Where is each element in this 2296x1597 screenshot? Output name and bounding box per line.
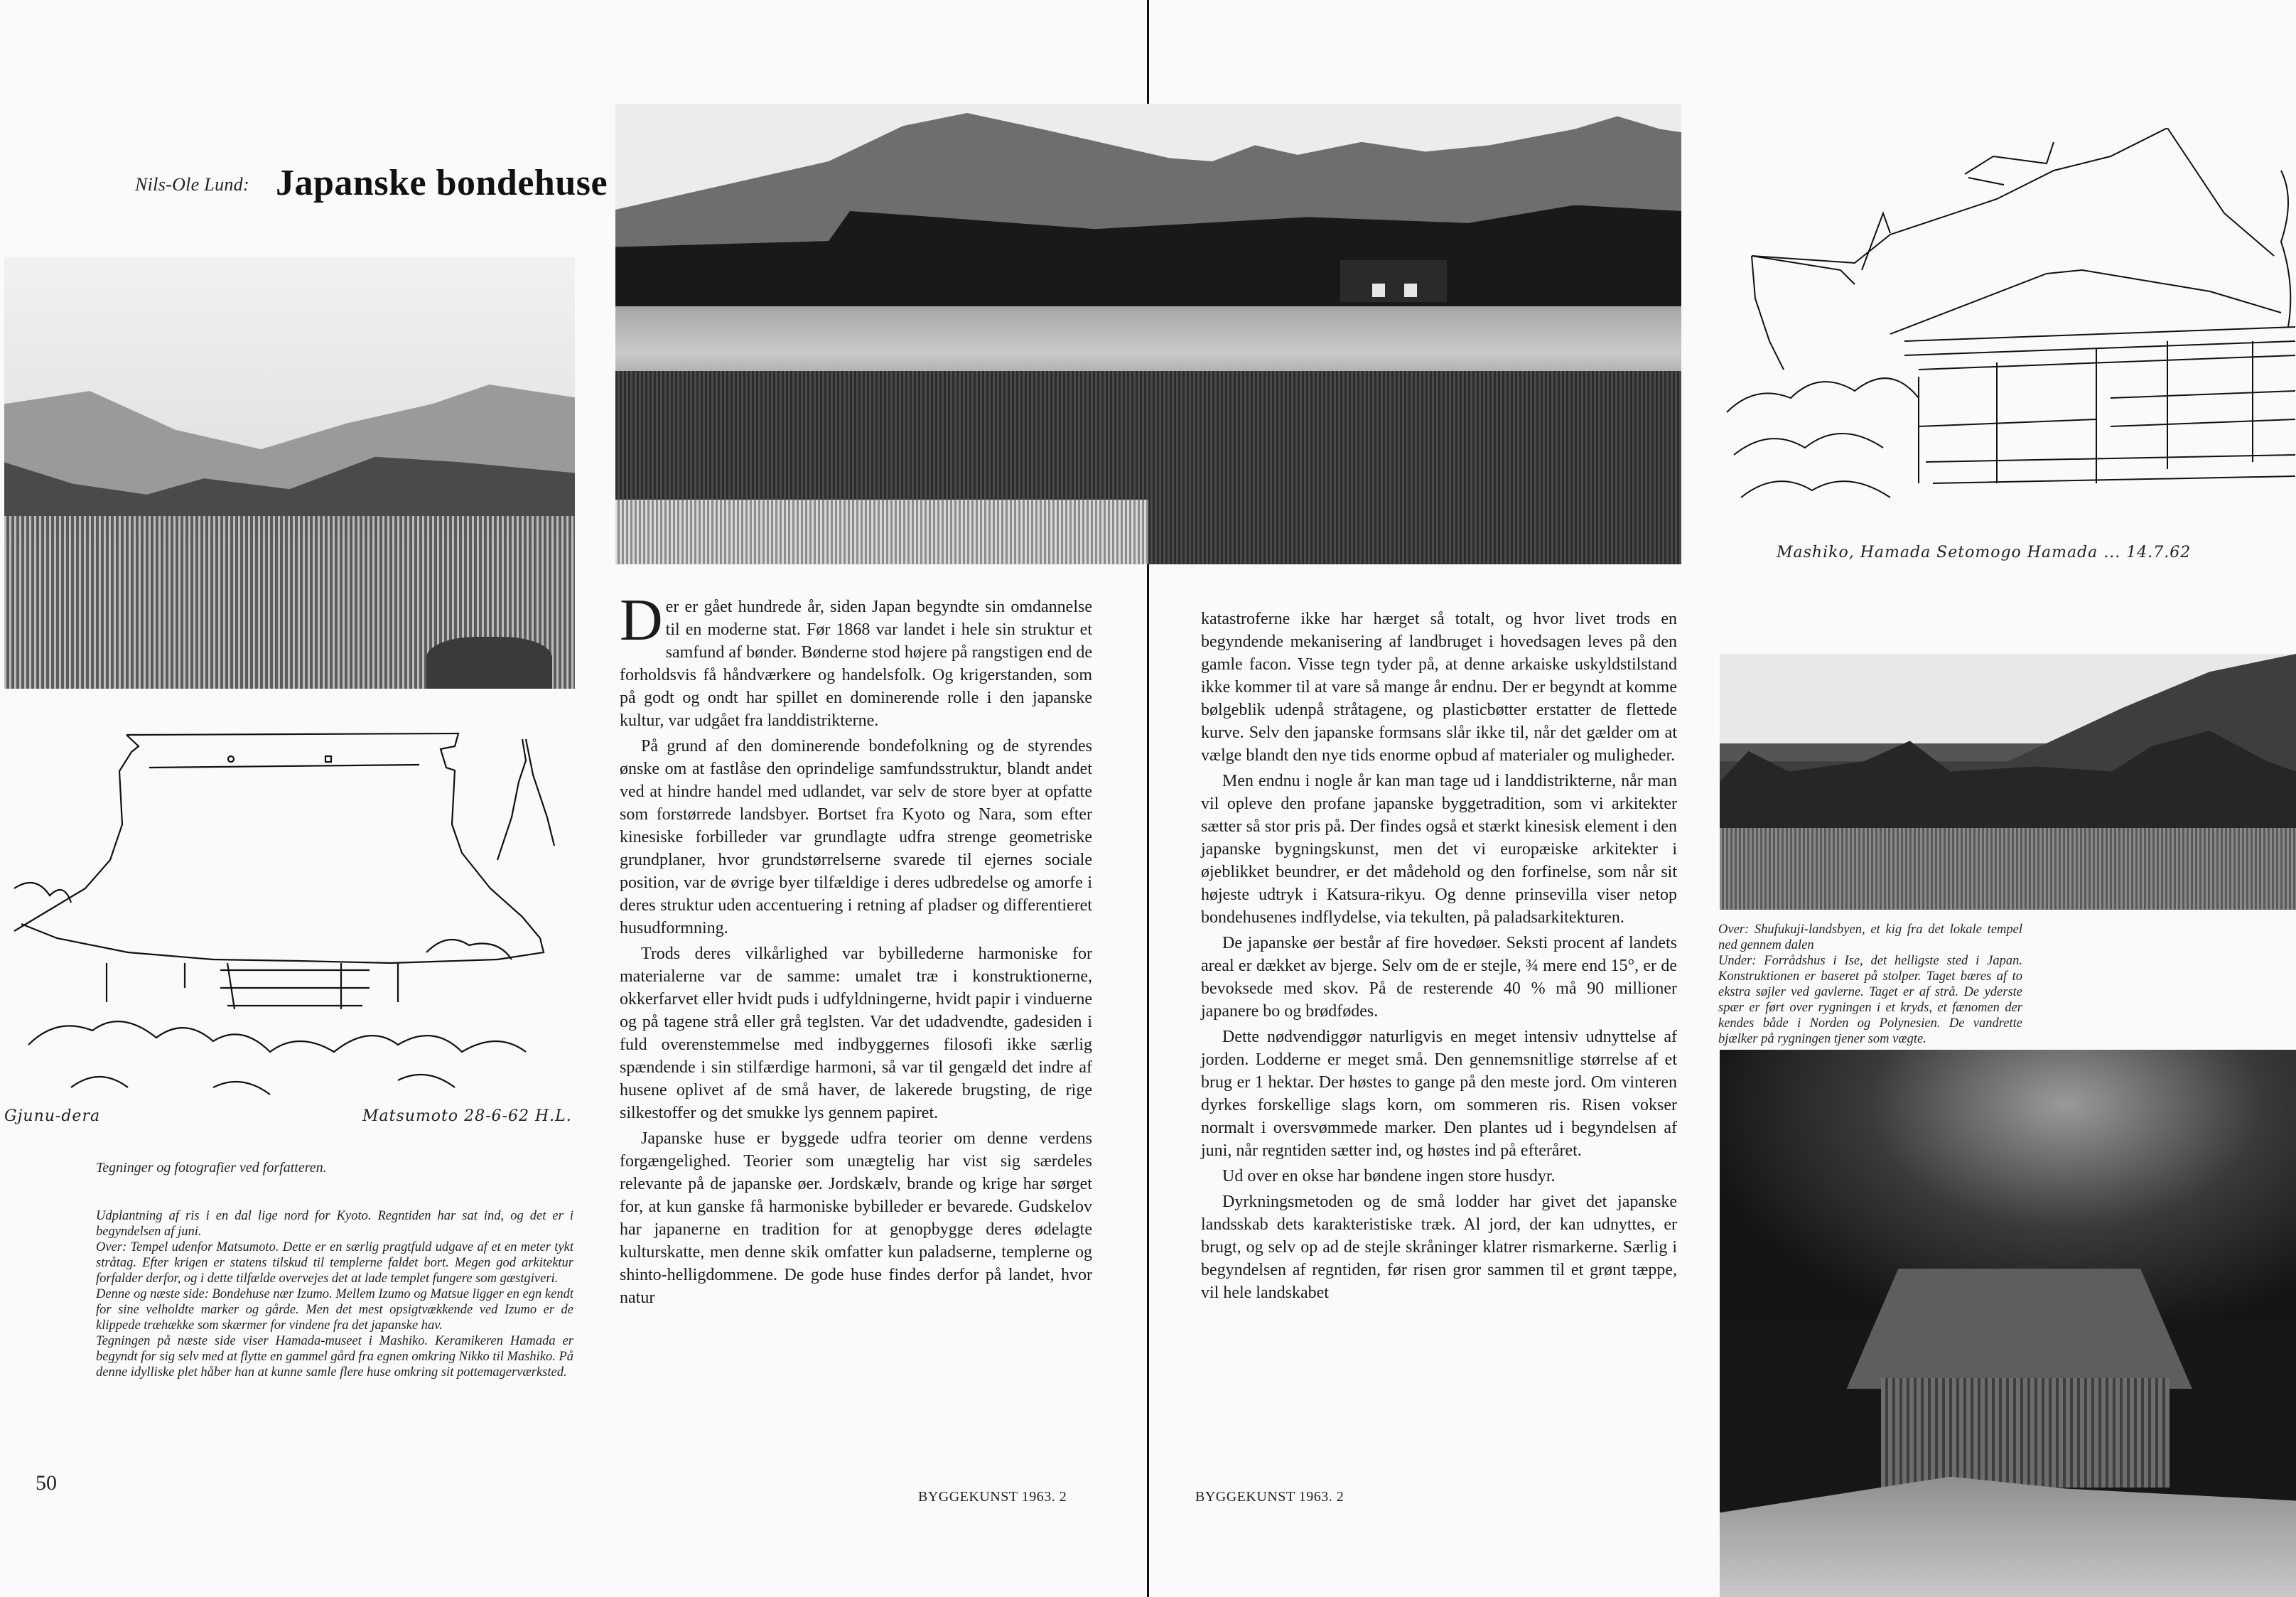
photo-thatched-roofs bbox=[1720, 731, 2296, 833]
photo-stilt-walls bbox=[1881, 1378, 2170, 1488]
article-column-1 bbox=[620, 587, 1092, 1312]
caption-izumo: Denne og næste side: Bondehuse nær Izumo. Mellem Izumo og Matsue ligger en egn kendt for sine velholdte marker og gårde. Men det mest opsigtvækkende ved Izumo er de klippede træhække som skærmer for vindene fra det japanske hav. bbox=[96, 1287, 573, 1333]
caption-temple: Over: Tempel udenfor Matsumoto. Dette er en særlig pragtfuld udgave af et en meter tykt stråtag. Efter krigen er statens tilskud til templerne faldet bort. Megen god arkitektur forfalder derfor, og i dette tilfælde overvejes det at lade templet fungere som gæstgiveri. bbox=[96, 1240, 573, 1286]
article-paragraph: Der er gået hundrede år, siden Japan begyndte sin omdannelse til en moderne stat. Før 1868 var landet i hele sin struktur et samfund af bønder. Bønderne stod højere på rangstigen end de forholdsvis få håndværkere og handelsfolk. Og krigerstanden, som på godt og ondt har spillet en dominerende rolle i den japanske kultur, var udgået fra landdistrikterne. bbox=[620, 587, 1092, 730]
hamada-museum-drawing bbox=[1713, 128, 2296, 569]
rice-planting-photo bbox=[4, 257, 575, 689]
photo-thatched-roof bbox=[1846, 1269, 2192, 1389]
photo-window bbox=[1404, 284, 1417, 297]
drawing-signature: Mashiko, Hamada Setomogo Hamada ... 14.7.62 bbox=[1777, 544, 2192, 561]
article-paragraph: Men endnu i nogle år kan man tage ud i landdistrikterne, når man vil opleve den profane japanske byggetradition, som vi arkitekter sætter så stor pris på. Der findes også et stærkt kinesisk element i den japanske bygningskunst, men det vi europæiske arkitekter i øjeblikket beundrer, er det mådehold og den forfinelse, som når sit højeste udtryk i Katsura-rikyu. Og denne prinsevilla viser netop bondehusenes indflydelse, via tekulten, på paladsarkitekturen. bbox=[1201, 772, 1677, 927]
temple-drawing bbox=[0, 718, 583, 1130]
photo-foreground-object bbox=[426, 637, 552, 689]
journal-footer-right: BYGGEKUNST 1963. 2 bbox=[1195, 1489, 1344, 1505]
article-paragraph: Dyrkningsmetoden og de små lodder har givet det japanske landsskab dets karakteristiske træk. Al jord, der kan udnyttes, er brugt, og selv op ad de stejle skråninger klatrer rismarkerne. Særlig i begyndelsen af regntiden, før risen gror sammen til et grønt tæppe, vil hele landskabet bbox=[1201, 1193, 1677, 1302]
drop-cap: D bbox=[620, 587, 663, 653]
caption-hamada: Tegningen på næste side viser Hamada-museet i Mashiko. Keramikeren Hamada er begyndt for sig selv med at flytte en gammel gård fra egnen omkring Nikko til Mashiko. På denne idylliske plet håber han at kunne samle flere huse omkring sit pottemagerværksted. bbox=[96, 1334, 573, 1380]
article-paragraph: Dette nødvendiggør naturligvis en meget intensiv udnyttelse af jorden. Lodderne er meget små. Den gennemsnitlige størrelse af et brug er 1 hektar. Der høstes to gange på den meste jord. Om vinteren dyrkes forskellige slags korn, om sommeren ris. Risen vokser normalt i oversvømmede marker. Den plantes ud i begyndelsen af juni, når regntiden sætter ind, og høstes ind på efteråret. bbox=[1201, 1028, 1677, 1160]
author-byline: Nils-Ole Lund: bbox=[135, 174, 249, 195]
article-paragraph: På grund af den dominerende bondefolkning og de styrendes ønske om at fastlåse den oprindelige samfundsstruktur, blandt andet ved at hindre handel med udlandet, var selv de store byer at opfatte som forstørrede landsbyer. Bortset fra Kyoto og Nara, som efter kinesiske forbilleder var grundlagte udfra strenge geometriske grundplaner, hvor grundstørrelserne svarede til ejernes sociale position, var de øvrige byer tilfældige i deres udbredelse og amorfe i deres struktur uden accentuering i retning af pladser og differentieret husudformning. bbox=[620, 737, 1092, 937]
photo-farmhouse bbox=[1340, 260, 1447, 301]
caption-rice-planting: Udplantning af ris i en dal lige nord for Kyoto. Regntiden har sat ind, og det er i begyndelsen af juni. bbox=[96, 1209, 573, 1239]
left-caption-block bbox=[96, 1208, 573, 1380]
drawing-signature-left: Gjunu-dera bbox=[4, 1107, 101, 1125]
photo-credit: Tegninger og fotografier ved forfatteren. bbox=[96, 1160, 327, 1176]
article-paragraph: Trods deres vilkårlighed var bybillederne harmoniske for materialerne var de samme: umalet træ i konstruktionerne, okkerfarvet eller hvidt puds i udfyldningerne, hvidt papir i vinduerne og på tagene strå eller grå teglsten. Var det udadvendte, gadesiden i fuld overenstemmelse med indbyggernes filosofi ikke særlig spændende i sin stilfærdige harmoni, så var til gengæld det indre af husene oplivet af de små haver, de lakerede brugsting, de rige silkestoffer og det smukke lys gennem papiret. bbox=[620, 945, 1092, 1122]
article-paragraph: katastroferne ikke har hærget så totalt, og hvor livet trods en begyndende mekanisering af landbruget i hovedsagen leves på den gamle facon. Visse tegn tyder på, at denne arkaiske uskyldstilstand ikke kommer til at vare så mange år endnu. Der er begyndt at komme bølgeblik udenpå stråtagene, og plasticbøtter erstatter de flettede kurve. Selv den japanske formsans slår ikke til, når det gælder om at vælge blandt den nye tids enorme opbud af materialer og muligheder. bbox=[1201, 610, 1677, 765]
paddy-fields-panorama-photo bbox=[615, 104, 1681, 564]
journal-footer-left: BYGGEKUNST 1963. 2 bbox=[918, 1489, 1067, 1505]
farmhouse-sketch-icon bbox=[1713, 128, 2296, 569]
shufukuji-village-photo bbox=[1720, 654, 2296, 910]
page-number: 50 bbox=[36, 1471, 57, 1495]
thatched-temple-sketch-icon bbox=[0, 718, 583, 1130]
caption-storehouse: Under: Forrådshus i Ise, det helligste sted i Japan. Konstruktionen er baseret på stolper. Taget bæres af to ekstra søjler ved gavlerne. Taget er af strå. De yderste spær er ført over rygningen i et kryds, et fænomen der kendes både i Norden og Polynesien. De vandrette bjælker på rygningen tjener som vægte. bbox=[1718, 954, 2022, 1046]
article-paragraph: De japanske øer består af fire hovedøer. Seksti procent af landets areal er dækket av bjerge. Selv om de er stejle, ¾ mere end 15°, er de bevoksede med skov. På de resterende 40 % må 90 millioner japanere bo og brødfødes. bbox=[1201, 934, 1677, 1021]
caption-village: Over: Shufukuji-landsbyen, et kig fra det lokale tempel ned gennem dalen bbox=[1718, 923, 2022, 952]
right-caption-block bbox=[1718, 922, 2022, 1047]
photo-path bbox=[1720, 1477, 2296, 1597]
article-paragraph: Japanske huse er byggede udfra teorier om denne verdens forgængelighed. Teorier som unægtelig har vist sig særdeles relevante på de japanske øer. Jordskælv, brande og krige har sørget for, at kun ganske få harmoniske bybilleder er bevarede. Gudskelov har japanerne en tradition for at genopbygge deres ødelagte kulturskatte, men denne skik omfatter kun paladserne, templerne og shinto-helligdommene. De gode huse findes derfor på landet, hvor natur bbox=[620, 1129, 1092, 1307]
article-paragraph: Ud over en okse har bøndene ingen store husdyr. bbox=[1222, 1167, 1556, 1185]
photo-foreground-paddy bbox=[615, 500, 1148, 564]
photo-window bbox=[1372, 284, 1385, 297]
photo-field bbox=[1720, 828, 2296, 910]
ise-storehouse-photo bbox=[1720, 1050, 2296, 1597]
article-title: Japanske bondehuse bbox=[276, 163, 608, 203]
article-column-2 bbox=[1201, 608, 1677, 1307]
drawing-signature-right: Matsumoto 28-6-62 H.L. bbox=[362, 1107, 572, 1125]
